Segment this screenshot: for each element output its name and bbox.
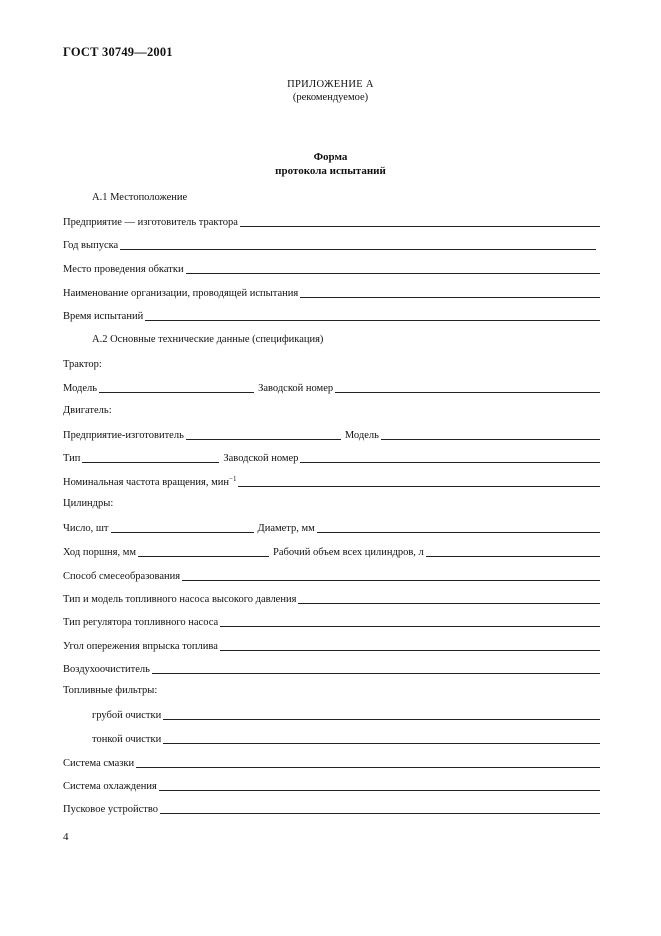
- field-label: Число, шт: [63, 523, 109, 534]
- fill-line[interactable]: [160, 813, 600, 814]
- fill-line[interactable]: [186, 273, 600, 274]
- field-label: Диаметр, мм: [257, 523, 315, 534]
- field-mixture[interactable]: [63, 569, 600, 583]
- field-label: Рабочий объем всех цилиндров, л: [273, 547, 424, 558]
- document-code: ГОСТ 30749—2001: [63, 45, 173, 59]
- field-label: Воздухоочиститель: [63, 664, 150, 675]
- cylinders-label: Цилиндры:: [63, 498, 114, 509]
- fill-line[interactable]: [145, 320, 600, 321]
- field-test-time[interactable]: [63, 309, 600, 323]
- field-breakin-place[interactable]: [63, 262, 600, 276]
- field-label: Предприятие — изготовитель трактора: [63, 217, 238, 228]
- fill-line[interactable]: [186, 439, 341, 440]
- tractor-label: Трактор:: [63, 359, 102, 370]
- fill-line[interactable]: [220, 650, 600, 651]
- fill-line[interactable]: [138, 556, 269, 557]
- field-lubrication[interactable]: [63, 756, 600, 770]
- annex-title: ПРИЛОЖЕНИЕ А: [287, 79, 374, 90]
- field-manufacturer-tractor[interactable]: [63, 215, 600, 229]
- fill-line[interactable]: [238, 486, 600, 487]
- field-label: Система смазки: [63, 758, 135, 769]
- fill-line[interactable]: [220, 626, 600, 627]
- field-label: тонкой очистки: [92, 734, 162, 745]
- form-subtitle: протокола испытаний: [275, 165, 386, 177]
- field-tractor-model-serial[interactable]: [63, 381, 600, 395]
- fill-line[interactable]: [163, 719, 600, 720]
- fill-line[interactable]: [159, 790, 600, 791]
- fill-line[interactable]: [120, 249, 596, 250]
- fill-line[interactable]: [163, 743, 600, 744]
- fill-line[interactable]: [82, 462, 219, 463]
- field-engine-manufacturer-model[interactable]: [63, 428, 600, 442]
- engine-label: Двигатель:: [63, 405, 112, 416]
- fill-line[interactable]: [300, 462, 600, 463]
- field-label: грубой очистки: [92, 710, 162, 721]
- fill-line[interactable]: [426, 556, 600, 557]
- field-coarse-filter[interactable]: [92, 708, 600, 722]
- fill-line[interactable]: [111, 532, 254, 533]
- field-injection-angle[interactable]: [63, 639, 600, 653]
- field-starter[interactable]: [63, 802, 600, 816]
- field-fuel-pump[interactable]: [63, 592, 600, 606]
- field-cooling[interactable]: [63, 779, 600, 793]
- fuel-filters-label: Топливные фильтры:: [63, 685, 158, 696]
- field-label: Наименование организации, проводящей испытания: [63, 288, 299, 299]
- field-stroke-displacement[interactable]: [63, 545, 600, 559]
- field-governor[interactable]: [63, 615, 600, 629]
- page-number: 4: [63, 831, 69, 843]
- field-label: Модель: [344, 430, 379, 441]
- fill-line[interactable]: [152, 673, 600, 674]
- fill-line[interactable]: [99, 392, 254, 393]
- field-label: [63, 473, 238, 489]
- form-title: Форма: [313, 151, 348, 163]
- fill-line[interactable]: [300, 297, 600, 298]
- field-label: Заводской номер: [258, 383, 334, 394]
- field-cylinders-count-diameter[interactable]: [63, 521, 600, 535]
- fill-line[interactable]: [136, 767, 600, 768]
- field-engine-type-serial[interactable]: [63, 451, 600, 465]
- field-test-org[interactable]: [63, 286, 600, 300]
- field-label: Заводской номер: [223, 453, 299, 464]
- fill-line[interactable]: [381, 439, 600, 440]
- field-label: Тип и модель топливного насоса высокого давления: [63, 594, 297, 605]
- field-label: Способ смесеобразования: [63, 571, 181, 582]
- field-air-cleaner[interactable]: [63, 662, 600, 676]
- section-a2-heading: А.2 Основные технические данные (спецификация): [92, 334, 324, 345]
- fill-line[interactable]: [335, 392, 600, 393]
- field-rated-speed[interactable]: [63, 475, 600, 489]
- field-label: Тип регулятора топливного насоса: [63, 617, 219, 628]
- fill-line[interactable]: [182, 580, 600, 581]
- field-label: Год выпуска: [63, 240, 119, 251]
- field-label: Угол опережения впрыска топлива: [63, 641, 218, 652]
- rated-speed-exponent: −1: [229, 475, 237, 483]
- field-label: Ход поршня, мм: [63, 547, 137, 558]
- field-year[interactable]: [63, 238, 596, 252]
- field-label: Модель: [63, 383, 98, 394]
- field-label: Время испытаний: [63, 311, 144, 322]
- fill-line[interactable]: [240, 226, 600, 227]
- field-label: Место проведения обкатки: [63, 264, 184, 275]
- fill-line[interactable]: [298, 603, 600, 604]
- field-label: Предприятие-изготовитель: [63, 430, 184, 441]
- fill-line[interactable]: [317, 532, 600, 533]
- rated-speed-label: Номинальная частота вращения, мин: [63, 477, 230, 488]
- field-label: Тип: [63, 453, 81, 464]
- field-label: Система охлаждения: [63, 781, 157, 792]
- annex-subtitle: (рекомендуемое): [292, 92, 369, 103]
- section-a1-heading: А.1 Местоположение: [92, 192, 188, 203]
- field-label: Пусковое устройство: [63, 804, 158, 815]
- field-fine-filter[interactable]: [92, 732, 600, 746]
